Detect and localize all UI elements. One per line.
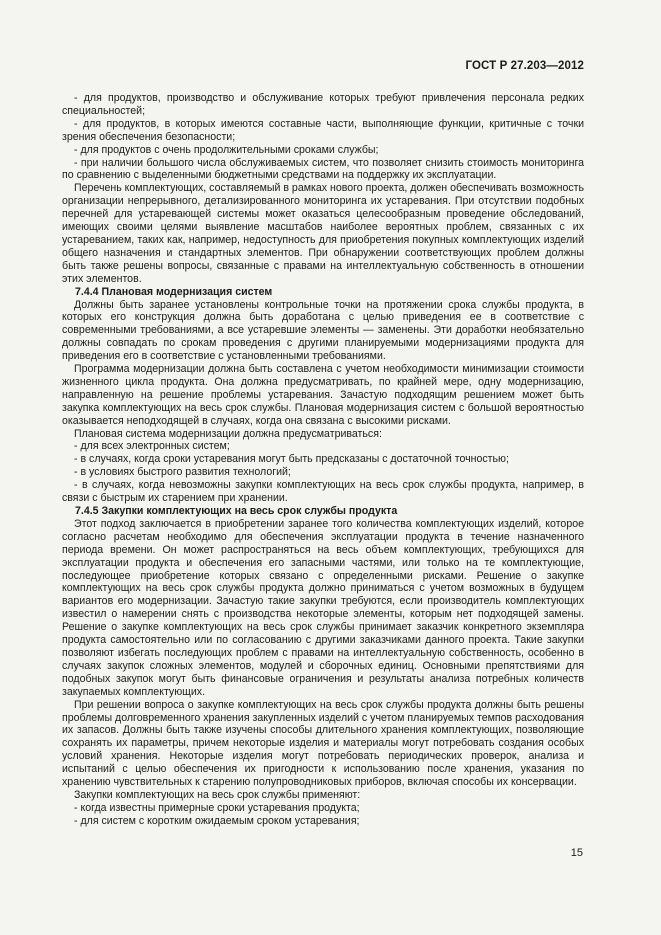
list-item: - когда известны примерные сроки устаревания продукта; [74, 801, 360, 814]
list-item: - в случаях, когда невозможны закупки комплектующих на весь срок службы продукта, например, в связи с быстрым их старением при хранении. [62, 479, 584, 505]
list-item: - для систем с коротким ожидаемым сроком устаревания; [74, 814, 360, 827]
section-heading: 7.4.5 Закупки комплектующих на весь срок службы продукта [75, 505, 398, 517]
list-item: - в условиях быстрого развития технологий; [74, 466, 291, 479]
paragraph: При решении вопроса о закупке комплектующих на весь срок службы продукта должны быть решены проблемы долговременного хранения закупленных изделий с учетом планируемых темпов расходования их запасов. Должны быть также изучены способы длительного хранения комплектующих, позволяющие сохранять их параметры, причем некоторые изделия и материалы могут потребовать создания особых условий хранения. Некоторые изделия могут потребовать периодических проверок, анализа и испытаний с целью обеспечения их пригодности к использованию после хранения, указания по хранению чувствительных к старению полупроводниковых приборов, включая способы их консервации. [62, 698, 584, 789]
list-item: - при наличии большого числа обслуживаемых систем, что позволяет снизить стоимость мониторинга по сравнению с выделенными бюджетными средствами на поддержку их эксплуатации. [62, 156, 584, 182]
paragraph: Программа модернизации должна быть составлена с учетом необходимости минимизации стоимости жизненного цикла продукта. Она должна предусматривать, по крайней мере, одну модернизацию, направленную на решение проблемы устаревания. Зачастую подходящим решением может быть закупка комплектующих на весь срок службы. Плановая модернизация систем с большой вероятностью оказывается неподходящей в случаях, когда она связана с высокими рисками. [62, 363, 584, 427]
paragraph: Должны быть заранее установлены контрольные точки на протяжении срока службы продукта, в которых его конструкция должна быть доработана с целью приведения ее в соответствие с современными требованиями, а все устаревшие элементы — заменены. Эти доработки необязательно должны совпадать по срокам проведения с другими планируемыми модернизациями продукта для приведения его в соответствие с установленными требованиями. [62, 298, 584, 363]
list-item: - для продуктов с очень продолжительными сроками службы; [74, 143, 379, 156]
list-item: - в случаях, когда сроки устаревания могут быть предсказаны с достаточной точностью; [74, 453, 509, 466]
list-item: - для всех электронных систем; [74, 440, 230, 453]
list-item: - для продуктов, производство и обслуживание которых требуют привлечения персонала редких специальностей; [62, 92, 584, 117]
paragraph: Закупки комплектующих на весь срок службы применяют: [74, 788, 361, 801]
page-number: 15 [570, 847, 583, 859]
paragraph: Плановая система модернизации должна предусматриваться: [74, 427, 382, 440]
section-heading: 7.4.4 Плановая модернизация систем [75, 285, 273, 298]
document-body [62, 92, 584, 828]
paragraph: Перечень комплектующих, составляемый в рамках нового проекта, должен обеспечивать возможность организации непрерывного, детализированного мониторинга их устаревания. При отсутствии подобных перечней для устаревающей системы может оказаться целесообразным проведение обследований, имеющих своими целями выявление масштабов наиболее вероятных проблем, связанных с их устареванием, таких как, например, недоступность для приобретения покупных комплектующих изделий общего назначения и стандартных элементов. При обнаружении соответствующих проблем должны быть также решены вопросы, связанные с правами на интеллектуальную собственность в отношении этих элементов. [62, 182, 584, 285]
document-standard-code: ГОСТ Р 27.203—2012 [465, 60, 584, 72]
paragraph: Этот подход заключается в приобретении заранее того количества комплектующих изделий, которое согласно расчетам необходимо для обеспечения эксплуатации продукта в течение назначенного периода времени. Он может распространяться на весь объем комплектующих, требующихся для эксплуатации продукта и обеспечения его запасными частями, или только на те комплектующие, последующее приобретение которых связано с определенными рисками. Решение о закупке комплектующих на весь срок службы продукта должно приниматься с учетом возможных в будущем вариантов его модернизации. Зачастую такие закупки требуются, если производитель комплектующих известил о намерении снять с производства некоторые элементы, которым нет подходящей замены. Решение о закупке комплектующих на весь срок службы принимает заказчик конкретного экземпляра продукта самостоятельно или по согласованию с другими заказчиками данного проекта. Такие закупки позволяют избегать последующих проблем с правами на интеллектуальную собственность, особенно в случаях закупок сложных элементов, модулей и сборочных единиц. Основными препятствиями для подобных закупок могут быть финансовые ограничения и результаты анализа потребных количеств закупаемых комплектующих. [62, 517, 584, 698]
list-item: - для продуктов, в которых имеются составные части, выполняющие функции, критичные с точки зрения обеспечения безопасности; [62, 117, 584, 143]
